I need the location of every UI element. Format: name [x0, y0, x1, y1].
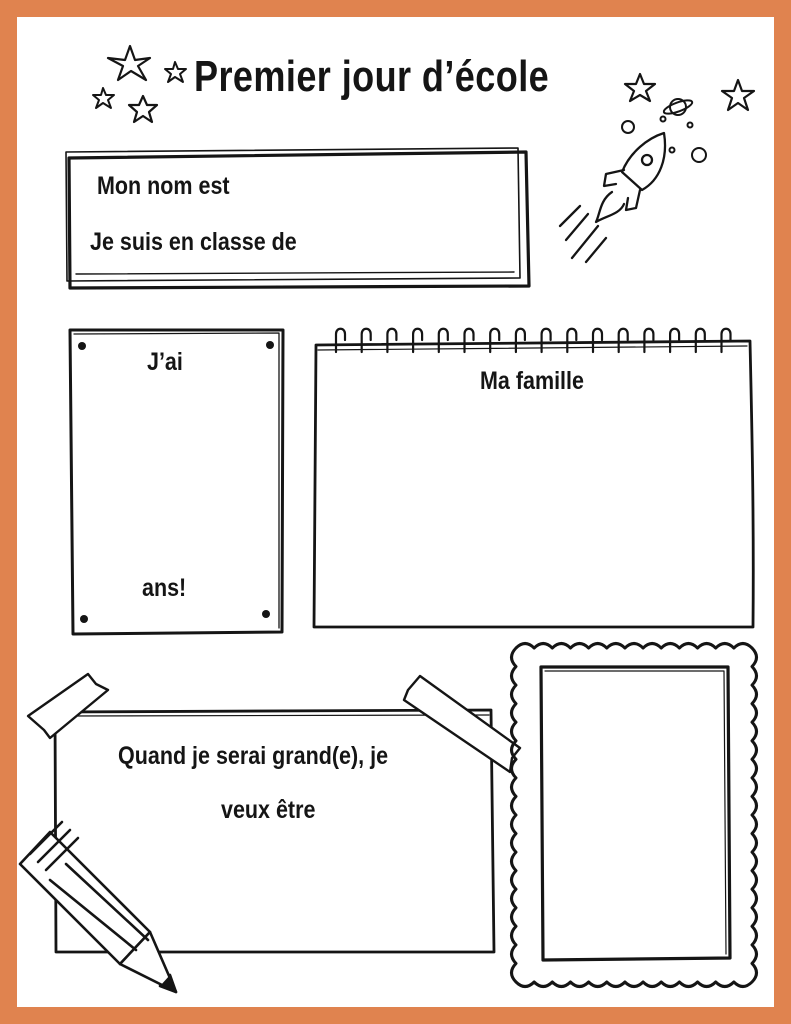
star-icon — [93, 88, 114, 108]
star-icon — [625, 74, 655, 101]
star-icon — [165, 62, 186, 82]
name-label: Mon nom est — [97, 172, 230, 200]
star-icon — [722, 80, 754, 110]
age-suffix-label: ans! — [142, 574, 187, 602]
spiral-ring — [593, 329, 602, 352]
planet-icon — [662, 98, 693, 117]
family-label: Ma famille — [480, 367, 584, 395]
star-icon — [108, 46, 150, 80]
spiral-ring — [567, 329, 576, 352]
future-line2: veux être — [221, 796, 316, 824]
class-label: Je suis en classe de — [90, 228, 297, 256]
tape-icon — [28, 674, 108, 738]
photo-frame — [512, 644, 757, 987]
spiral-ring — [644, 329, 653, 352]
spiral-ring — [336, 329, 345, 352]
age-prefix-label: J’ai — [147, 348, 183, 376]
name-box-frame — [66, 148, 529, 288]
future-line1: Quand je serai grand(e), je — [118, 742, 389, 770]
tape-icon — [404, 676, 520, 772]
spiral-ring — [542, 329, 551, 352]
rocket-icon — [560, 133, 665, 262]
spiral-ring — [362, 329, 371, 352]
page-title: Premier jour d’école — [194, 52, 550, 101]
pencil-icon — [20, 822, 176, 992]
spiral-ring — [387, 329, 396, 352]
spiral-ring — [619, 329, 628, 352]
star-icon — [129, 96, 157, 122]
